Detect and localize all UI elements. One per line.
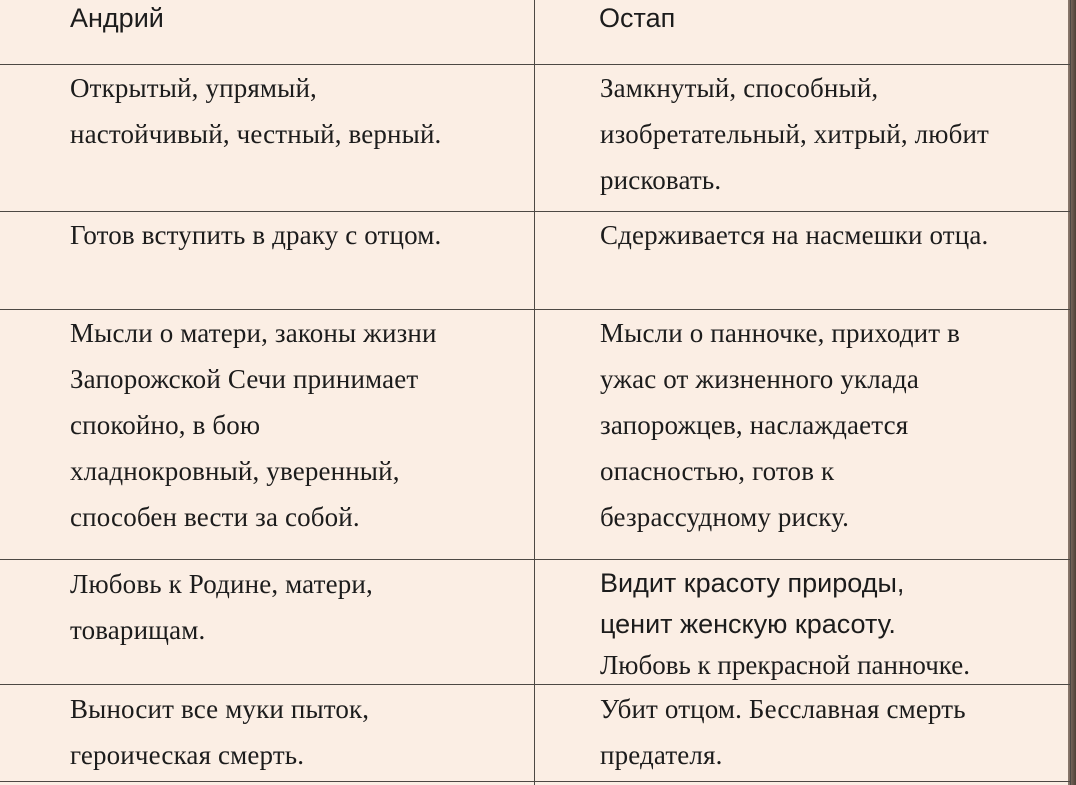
table-bottom-border	[0, 781, 1071, 782]
table-right-border	[1070, 0, 1071, 785]
row-1-ostap-traits: Замкнутый, способный, изобретательный, хитрый, любит рисковать.	[600, 73, 989, 195]
row-3-divider	[0, 559, 1071, 560]
row-4-ostap-love-text: Любовь к прекрасной панночке.	[600, 650, 970, 680]
row-4-andriy-love: Любовь к Родине, матери, товарищам.	[70, 569, 373, 645]
row-4-ostap-beauty-text: Видит красоту природы, ценит женскую красоту.	[600, 568, 905, 639]
row-2-ostap-behavior: Сдерживается на насмешки отца.	[600, 220, 989, 250]
row-3-ostap-outlook: Мысли о панночке, приходит в ужас от жизненного уклада запорожцев, наслаждается опасностью, готов к безрассудному риску.	[600, 318, 960, 532]
row-4-divider	[0, 684, 1071, 685]
row-5-ostap-death: Убит отцом. Бесславная смерть предателя.	[600, 694, 966, 770]
row-3-andriy-outlook: Мысли о матери, законы жизни Запорожской Сечи принимает спокойно, в бою хладнокровный, уверенный, способен вести за собой.	[70, 318, 437, 532]
header-andriy: Андрий	[70, 3, 164, 33]
row-1-andriy-traits: Открытый, упрямый, настойчивый, честный, верный.	[70, 73, 442, 149]
column-divider	[534, 0, 535, 785]
row-5-andriy-death: Выносит все муки пыток, героическая смерть.	[70, 694, 370, 770]
header-ostap: Остап	[599, 3, 676, 33]
row-2-andriy-behavior: Готов вступить в драку с отцом.	[70, 220, 442, 250]
